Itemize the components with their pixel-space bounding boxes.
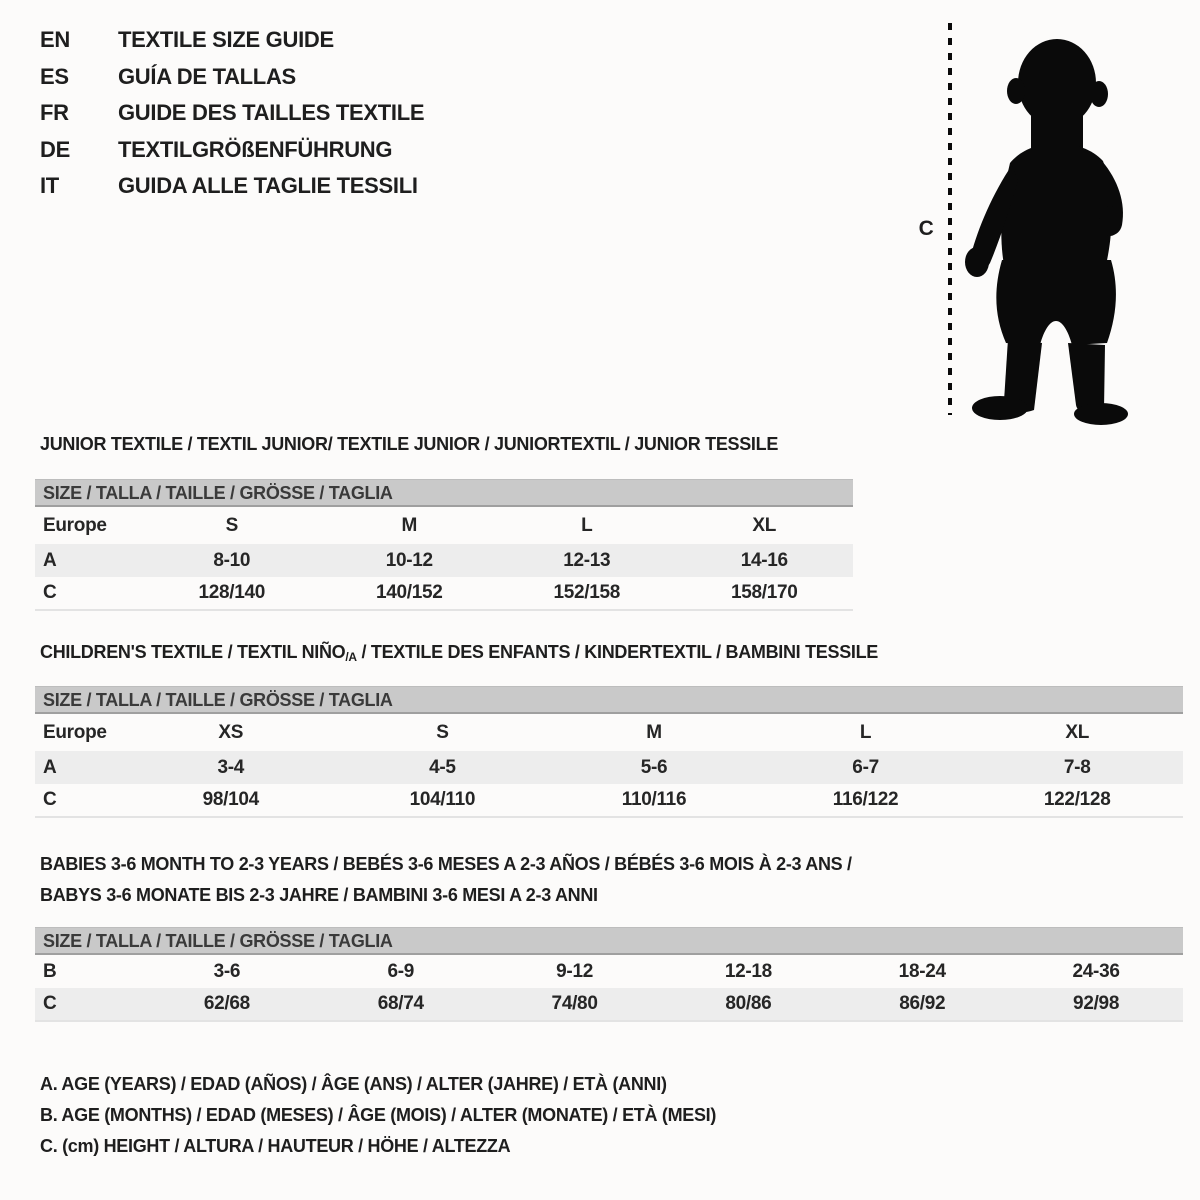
size-cell: 18-24	[898, 960, 946, 982]
size-cell: 104/110	[337, 784, 549, 817]
size-cell: 68/74	[314, 988, 488, 1021]
lang-title: TEXTILGRÖßENFÜHRUNG	[118, 136, 393, 162]
col-header: XL	[752, 514, 777, 536]
row-label: A	[43, 549, 57, 571]
lang-code: IT	[40, 173, 59, 199]
size-cell: 122/128	[971, 784, 1183, 817]
table-row-height	[35, 577, 853, 610]
size-cell: 158/170	[676, 577, 854, 610]
table-row-age	[35, 751, 1183, 784]
lang-code: ES	[40, 63, 69, 89]
legend-line-b: B. AGE (MONTHS) / EDAD (MESES) / ÂGE (MOIS) / ALTER (MONATE) / ETÀ (MESI)	[40, 1105, 717, 1125]
lang-code: FR	[40, 100, 69, 126]
size-cell: 14-16	[740, 549, 788, 571]
lang-title: TEXTILE SIZE GUIDE	[118, 27, 334, 53]
size-cell: 110/116	[548, 784, 760, 817]
size-cell: 4-5	[429, 756, 456, 778]
size-cell: 92/98	[1009, 988, 1183, 1021]
lang-row-de	[40, 132, 424, 169]
col-header: L	[859, 721, 872, 743]
children-title-sub: /A	[345, 650, 357, 664]
lang-title: GUÍA DE TALLAS	[118, 63, 296, 89]
size-cell: 86/92	[835, 988, 1009, 1021]
size-cell: 74/80	[488, 988, 662, 1021]
junior-size-header-band: SIZE / TALLA / TAILLE / GRÖSSE / TAGLIA	[35, 479, 853, 507]
children-size-header-band: SIZE / TALLA / TAILLE / GRÖSSE / TAGLIA	[35, 686, 1183, 714]
table-header-row	[35, 714, 1183, 751]
lang-code: EN	[40, 27, 70, 53]
col-header: S	[225, 514, 238, 536]
table-header-row	[35, 507, 853, 544]
babies-section-title	[40, 849, 852, 911]
language-title-list	[40, 22, 424, 205]
row-label: C	[35, 577, 143, 610]
junior-size-table	[35, 479, 853, 611]
size-cell: 8-10	[213, 549, 251, 571]
lang-code: DE	[40, 136, 70, 162]
row-label: A	[43, 756, 57, 778]
size-cell: 3-4	[217, 756, 245, 778]
babies-title-line1: BABIES 3-6 MONTH TO 2-3 YEARS / BEBÉS 3-6 MESES A 2-3 AÑOS / BÉBÉS 3-6 MOIS À 2-3 ANS /	[40, 854, 852, 874]
children-section-title	[40, 642, 878, 664]
region-label: Europe	[43, 514, 107, 536]
size-cell: 10-12	[385, 549, 433, 571]
size-cell: 6-9	[387, 960, 415, 982]
size-cell: 140/152	[321, 577, 499, 610]
col-header: S	[436, 721, 449, 743]
size-cell: 152/158	[498, 577, 676, 610]
table-row-height	[35, 784, 1183, 817]
babies-size-table	[35, 927, 1183, 1022]
size-cell: 98/104	[125, 784, 337, 817]
lang-row-fr	[40, 95, 424, 132]
size-cell: 6-7	[852, 756, 879, 778]
lang-row-en	[40, 22, 424, 59]
size-cell: 12-18	[724, 960, 772, 982]
size-cell: 24-36	[1072, 960, 1120, 982]
col-header: M	[401, 514, 418, 536]
size-cell: 5-6	[640, 756, 668, 778]
size-cell: 62/68	[140, 988, 314, 1021]
lang-title: GUIDE DES TAILLES TEXTILE	[118, 100, 425, 126]
col-header: M	[646, 721, 662, 743]
children-size-table	[35, 686, 1183, 818]
size-cell: 12-13	[563, 549, 611, 571]
height-label: C	[918, 217, 934, 240]
col-header: L	[581, 514, 593, 536]
table-row-age	[35, 544, 853, 577]
row-label: B	[43, 960, 57, 982]
row-label: C	[35, 784, 125, 817]
col-header: XS	[218, 721, 244, 743]
lang-row-it	[40, 168, 424, 205]
lang-row-es	[40, 59, 424, 96]
legend-line-a: A. AGE (YEARS) / EDAD (AÑOS) / ÂGE (ANS) / ALTER (JAHRE) / ETÀ (ANNI)	[40, 1074, 667, 1094]
row-label: C	[35, 988, 140, 1021]
size-cell: 9-12	[556, 960, 593, 982]
size-cell: 128/140	[143, 577, 321, 610]
children-title-pre: CHILDREN'S TEXTILE / TEXTIL NIÑO	[40, 642, 346, 662]
region-label: Europe	[43, 721, 107, 743]
table-row-age-months	[35, 955, 1183, 988]
children-title-post: / TEXTILE DES ENFANTS / KINDERTEXTIL / BAMBINI TESSILE	[356, 642, 878, 662]
table-row-height	[35, 988, 1183, 1021]
babies-size-header-band: SIZE / TALLA / TAILLE / GRÖSSE / TAGLIA	[35, 927, 1183, 955]
baby-silhouette-icon	[905, 15, 1150, 425]
size-cell: 116/122	[760, 784, 972, 817]
size-cell: 80/86	[661, 988, 835, 1021]
col-header: XL	[1065, 721, 1090, 743]
size-cell: 3-6	[213, 960, 241, 982]
junior-section-title: JUNIOR TEXTILE / TEXTIL JUNIOR/ TEXTILE JUNIOR / JUNIORTEXTIL / JUNIOR TESSILE	[40, 434, 779, 454]
lang-title: GUIDA ALLE TAGLIE TESSILI	[118, 173, 418, 199]
legend-line-c: C. (cm) HEIGHT / ALTURA / HAUTEUR / HÖHE / ALTEZZA	[40, 1136, 511, 1156]
size-cell: 7-8	[1063, 756, 1091, 778]
babies-title-line2: BABYS 3-6 MONATE BIS 2-3 JAHRE / BAMBINI 3-6 MESI A 2-3 ANNI	[40, 885, 598, 905]
legend	[40, 1069, 716, 1162]
